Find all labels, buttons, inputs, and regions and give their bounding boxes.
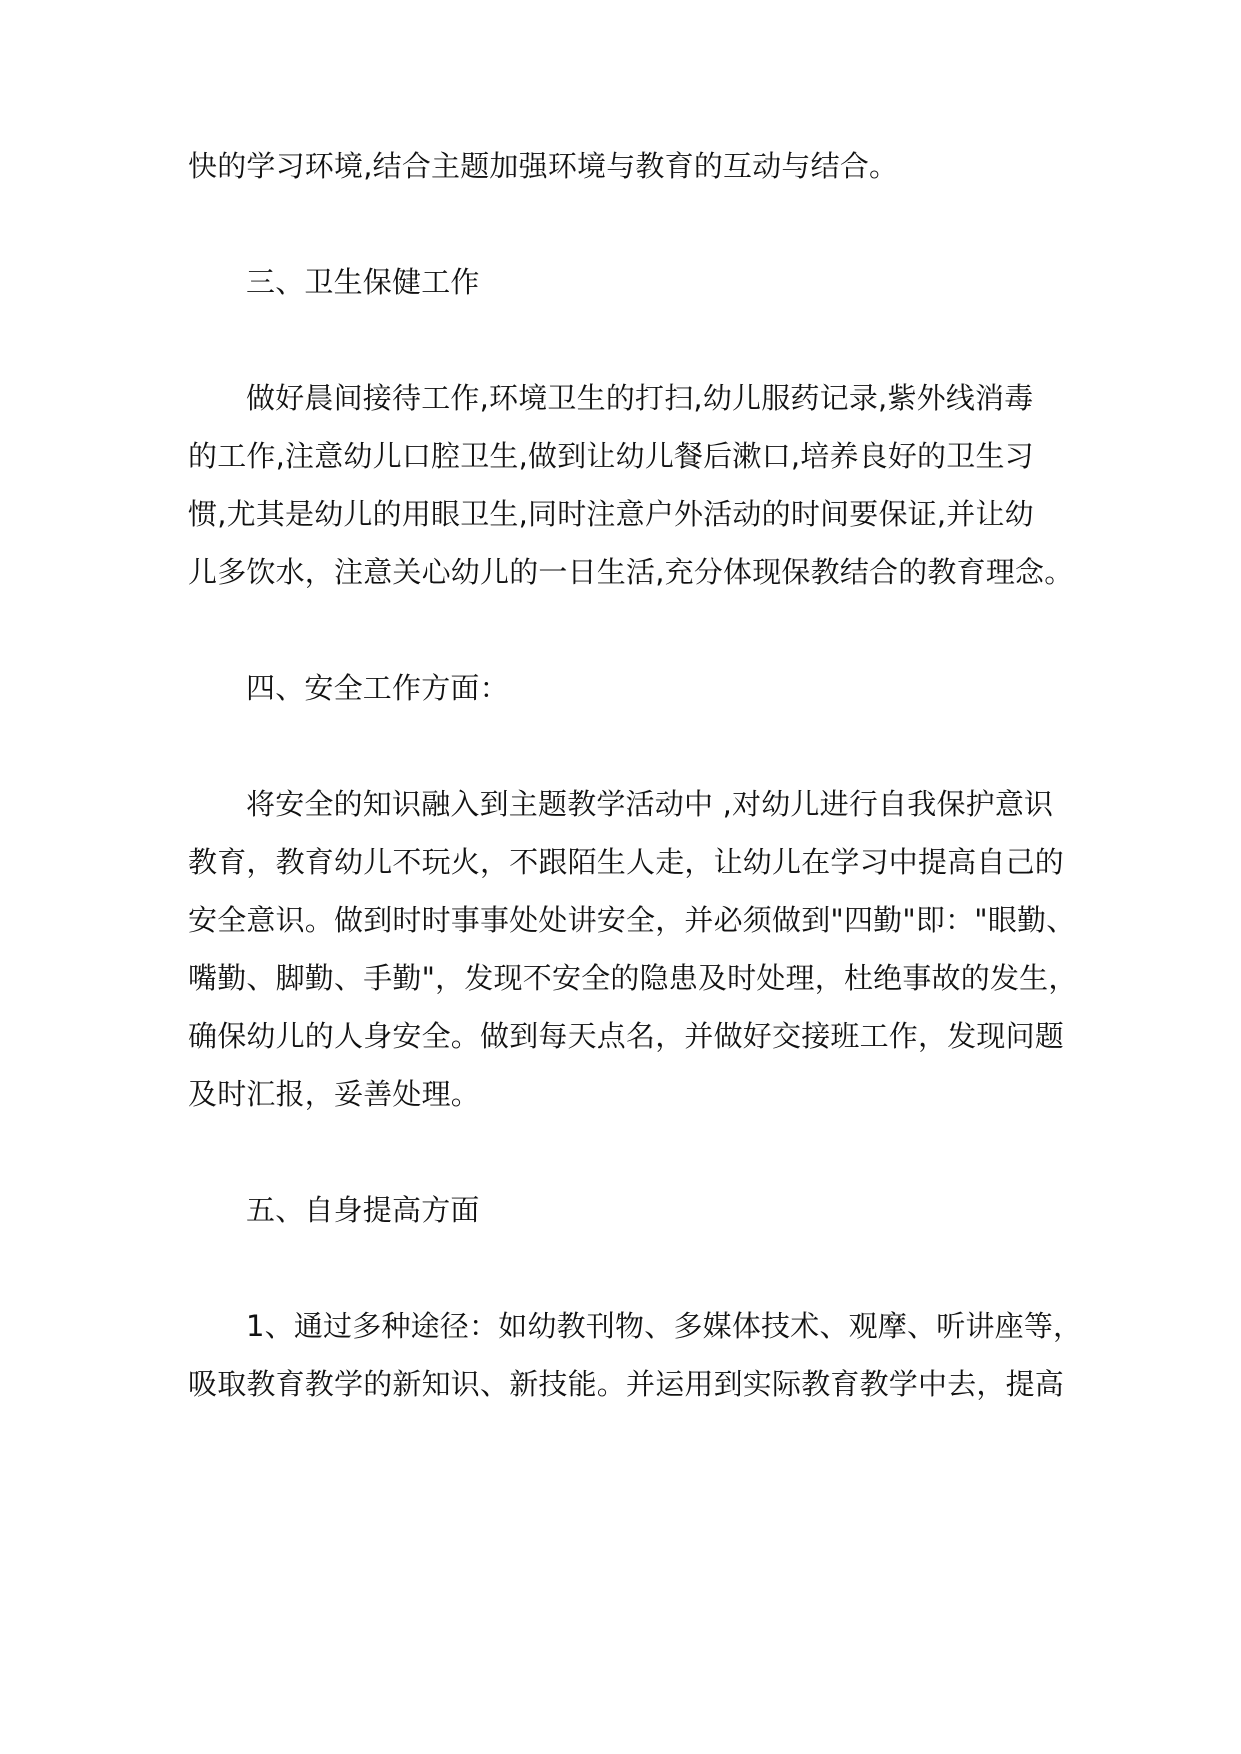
section-heading: 五、自身提高方面 — [246, 1193, 480, 1227]
paragraph-line: 吸取教育教学的新知识、新技能。并运用到实际教育教学中去，提高 — [188, 1367, 1065, 1401]
paragraph-line: 嘴勤、脚勤、手勤"，发现不安全的隐患及时处理，杜绝事故的发生， — [188, 961, 1078, 995]
paragraph-line: 1、通过多种途径：如幼教刊物、多媒体技术、观摩、听讲座等， — [246, 1309, 1083, 1343]
paragraph-line: 儿多饮水，注意关心幼儿的一日生活,充分体现保教结合的教育理念。 — [188, 555, 1074, 589]
paragraph-line: 教育，教育幼儿不玩火，不跟陌生人走，让幼儿在学习中提高自己的 — [188, 845, 1065, 879]
paragraph-line: 的工作,注意幼儿口腔卫生,做到让幼儿餐后漱口,培养良好的卫生习 — [188, 439, 1034, 473]
section-heading: 四、安全工作方面： — [246, 671, 509, 705]
paragraph-line: 快的学习环境,结合主题加强环境与教育的互动与结合。 — [188, 149, 899, 183]
section-heading: 三、卫生保健工作 — [246, 265, 480, 299]
paragraph-line: 惯,尤其是幼儿的用眼卫生,同时注意户外活动的时间要保证,并让幼 — [188, 497, 1034, 531]
paragraph-line: 将安全的知识融入到主题教学活动中 ,对幼儿进行自我保护意识 — [246, 787, 1054, 821]
paragraph-line: 安全意识。做到时时事事处处讲安全，并必须做到"四勤"即："眼勤、 — [188, 903, 1076, 937]
paragraph-line: 做好晨间接待工作,环境卫生的打扫,幼儿服药记录,紫外线消毒 — [246, 381, 1034, 415]
paragraph-line: 及时汇报，妥善处理。 — [188, 1077, 481, 1111]
paragraph-line: 确保幼儿的人身安全。做到每天点名，并做好交接班工作，发现问题 — [188, 1019, 1065, 1053]
